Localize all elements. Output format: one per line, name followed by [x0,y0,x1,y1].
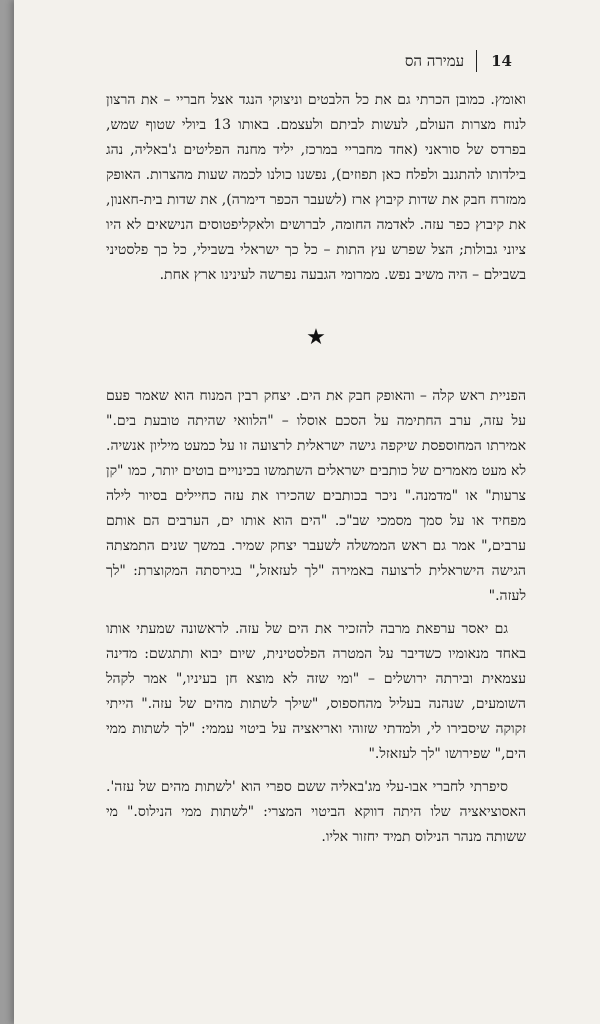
page-body [106,88,526,850]
section-break-star-icon: ★ [306,325,326,350]
paragraph: סיפרתי לחברי אבו-עלי מג'באליה ששם ספרי הוא 'לשתות מהים של עזה'. האסוציאציה שלו היתה דווקא הביטוי המצרי: "לשתות ממי הנילוס." מי ששותה מנהר הנילוס תמיד יחזור אליו. [106,779,526,845]
paragraph: גם יאסר ערפאת מרבה להזכיר את הים של עזה. לראשונה שמעתי אותו באחד מנאומיו כשדיבר על המטרה הפלסטינית, שיום יבוא ותתגשם: מדינה עצמאית ובירתה ירושלים – "ומי שזה לא מוצא חן בעיניו," אמר לקהל השומעים, שנהנה בעליל מהחספוס, "שילך לשתות מהים של עזה." הייתי זקוקה שיסבירו לי, ולמדתי שזוהי ואריאציה על ביטוי עממי: "לך לשתות ממי הים," שפירושו "לך לעזאזל." [106,621,526,762]
chapter-title: עמירה הס [404,51,465,70]
page-number: 14 [491,52,512,70]
paragraph: ואומץ. כמובן הכרתי גם את כל הלבטים וניצוקי הנגד אצל חבריי – את הרצון לנוח מצרות העולם, לעשות לביתם ולעצמם. באותו 13 ביולי שטוף שמש, בפרדס של סוראני (אחד מחבריי במרכז, יליד מחנה הפליטים ג'באליה, נהג בילדותו להתגנב ולפלח כאן תפוזים), נפשנו כולנו לכמה שעות מהצרות. האופק ממזרח חבק את שדות קיבוץ ארז (לשעבר הכפר דימרה), את שדות בית-חאנון, את קיבוץ כפר עזה. לאדמה החומה, לברושים ולאקליפטוסים הנישאים לא היו ציוני גבולות; הצל שפרש עץ התות – כל כך ישראלי בשבילי, כל כך פלסטיני בשבילם – היה משיב נפש. ממרומי הגבעה נפרשה לעינינו ארץ אחת. [106,92,526,283]
header-divider [476,50,477,72]
book-page [14,0,600,1024]
running-header [405,50,512,72]
paragraph: הפניית ראש קלה – והאופק חבק את הים. יצחק רבין המנוח הוא שאמר פעם על עזה, ערב החתימה על הסכם אוסלו – "הלוואי שהיתה טובעת בים." אמירתו המחוספסת שיקפה גישה ישראלית לרצועה זו על כמעט מיליון אנשיה. לא מעט מאמרים של כותבים ישראלים השתמשו בכינויים בוטים יותר, כמו "קן צרעות" או "מדמנה." ניכר בכותבים שהכירו את עזה כחיילים בסיור לילה מפחיד או על סמך מסמכי שב"כ. "הים הוא אותו ים, הערבים הם אותם ערבים," אמר גם ראש הממשלה לשעבר יצחק שמיר. במשך שנים התמצתה הגישה הישראלית לרצועה באמירה "לך לעזאזל," בגירסתה המקוצרת: "לך לעזה." [106,388,526,604]
